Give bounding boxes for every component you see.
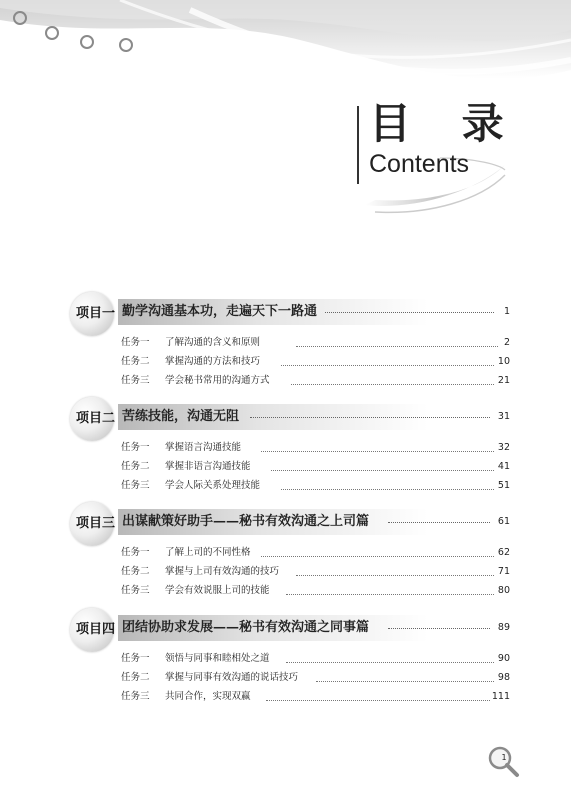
task-leader-dots <box>296 346 498 347</box>
section-title: 勤学沟通基本功，走遍天下一路通 <box>122 304 318 319</box>
task-page: 2 <box>503 337 510 348</box>
toc-task-row[interactable] <box>121 372 510 391</box>
task-page: 41 <box>497 461 510 472</box>
task-page: 21 <box>497 375 510 386</box>
section-header[interactable] <box>70 298 510 328</box>
toc-task-row[interactable] <box>121 544 510 563</box>
task-label: 任务一 <box>121 653 150 664</box>
task-label: 任务三 <box>121 480 150 491</box>
task-page: 98 <box>497 672 510 683</box>
task-leader-dots <box>281 365 494 366</box>
task-title: 掌握语言沟通技能 <box>165 442 242 453</box>
toc-section-2 <box>70 403 510 496</box>
task-page: 51 <box>497 480 510 491</box>
section-badge-label: 项目三 <box>76 516 116 531</box>
task-label: 任务三 <box>121 691 150 702</box>
task-title: 学会有效说服上司的技能 <box>165 585 270 596</box>
toc-task-row[interactable] <box>121 458 510 477</box>
toc-section-1 <box>70 298 510 391</box>
section-page: 89 <box>497 622 510 633</box>
toc-section-3 <box>70 508 510 601</box>
task-title: 掌握与同事有效沟通的说话技巧 <box>165 672 299 683</box>
task-title: 了解沟通的含义和原则 <box>165 337 261 348</box>
section-leader-dots <box>250 417 490 418</box>
toc-task-row[interactable] <box>121 669 510 688</box>
task-page: 80 <box>497 585 510 596</box>
task-title: 学会人际关系处理技能 <box>165 480 261 491</box>
task-leader-dots <box>286 662 494 663</box>
section-title: 苦练技能，沟通无阻 <box>122 409 240 424</box>
toc-task-row[interactable] <box>121 334 510 353</box>
task-label: 任务三 <box>121 375 150 386</box>
toc-section-4 <box>70 614 510 707</box>
task-leader-dots <box>286 594 494 595</box>
task-page: 62 <box>497 547 510 558</box>
task-page: 111 <box>491 691 510 702</box>
task-label: 任务一 <box>121 337 150 348</box>
task-title: 掌握沟通的方法和技巧 <box>165 356 261 367</box>
task-label: 任务一 <box>121 547 150 558</box>
task-label: 任务三 <box>121 585 150 596</box>
page-number: 1 <box>501 753 507 762</box>
task-label: 任务一 <box>121 442 150 453</box>
toc-heading <box>357 99 522 190</box>
task-leader-dots <box>261 556 494 557</box>
toc-task-row[interactable] <box>121 353 510 372</box>
task-title: 掌握与上司有效沟通的技巧 <box>165 566 280 577</box>
section-page: 31 <box>497 411 510 422</box>
task-page: 32 <box>497 442 510 453</box>
section-header[interactable] <box>70 614 510 644</box>
toc-task-row[interactable] <box>121 439 510 458</box>
task-label: 任务二 <box>121 566 150 577</box>
section-title: 出谋献策好助手——秘书有效沟通之上司篇 <box>122 514 370 529</box>
section-leader-dots <box>388 522 490 523</box>
toc-task-row[interactable] <box>121 563 510 582</box>
task-leader-dots <box>316 681 494 682</box>
task-page: 71 <box>497 566 510 577</box>
section-page: 61 <box>497 516 510 527</box>
section-page: 1 <box>503 306 510 317</box>
task-leader-dots <box>271 470 494 471</box>
task-title: 共同合作，实现双赢 <box>165 691 251 702</box>
section-title: 团结协助求发展——秘书有效沟通之同事篇 <box>122 620 370 635</box>
toc-task-row[interactable] <box>121 688 510 707</box>
toc-task-row[interactable] <box>121 582 510 601</box>
task-leader-dots <box>281 489 494 490</box>
toc-task-row[interactable] <box>121 650 510 669</box>
section-header[interactable] <box>70 508 510 538</box>
heading-divider <box>357 106 359 184</box>
task-label: 任务二 <box>121 461 150 472</box>
toc-title-en: Contents <box>369 150 470 178</box>
task-leader-dots <box>261 451 494 452</box>
section-header[interactable] <box>70 403 510 433</box>
toc-task-row[interactable] <box>121 477 510 496</box>
task-leader-dots <box>291 384 494 385</box>
toc-title-cn: 目 录 <box>369 99 522 148</box>
task-title: 领悟与同事和睦相处之道 <box>165 653 270 664</box>
task-title: 掌握非语言沟通技能 <box>165 461 251 472</box>
section-badge-label: 项目四 <box>76 622 116 637</box>
task-title: 了解上司的不同性格 <box>165 547 251 558</box>
task-label: 任务二 <box>121 356 150 367</box>
task-leader-dots <box>296 575 494 576</box>
section-badge-label: 项目一 <box>76 306 116 321</box>
section-leader-dots <box>325 312 494 313</box>
task-page: 90 <box>497 653 510 664</box>
task-title: 学会秘书常用的沟通方式 <box>165 375 270 386</box>
task-page: 10 <box>497 356 510 367</box>
task-label: 任务二 <box>121 672 150 683</box>
section-leader-dots <box>388 628 490 629</box>
section-badge-label: 项目二 <box>76 411 116 426</box>
task-leader-dots <box>266 700 490 701</box>
